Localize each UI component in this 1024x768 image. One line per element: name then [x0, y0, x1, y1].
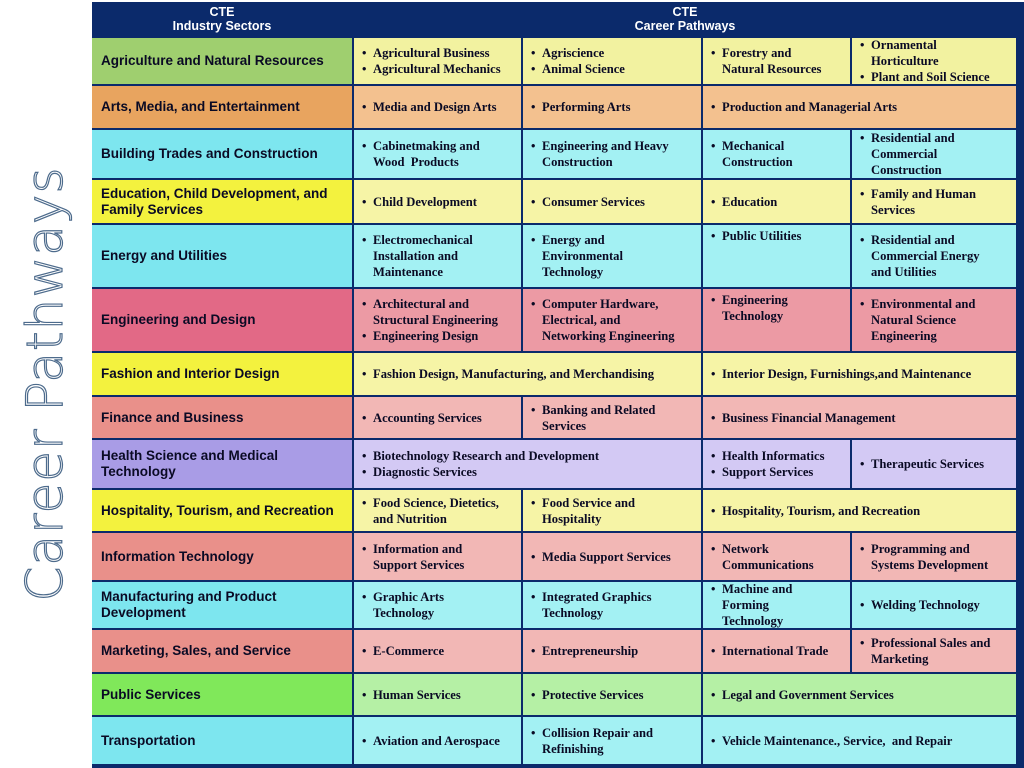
pathway-label: Plant and Soil Science [871, 70, 990, 84]
bullet-icon: • [860, 233, 865, 247]
pathway-cell [703, 86, 1016, 128]
pathway-label: Integrated Graphics Technology [542, 590, 652, 620]
pathway-cell [852, 630, 1016, 672]
pathway-label: Environmental and Natural Science Engineering [871, 297, 976, 343]
pathway-label: Performing Arts [542, 100, 631, 114]
pathway-label: Engineering Technology [722, 293, 788, 323]
pathway-cell [852, 180, 1016, 223]
pathway-cell [703, 533, 850, 580]
bullet-icon: • [531, 194, 536, 209]
bullet-icon: • [860, 457, 865, 471]
pathway-label: Biotechnology Research and Development [373, 449, 600, 463]
pathway-item [362, 296, 517, 328]
pathway-item [711, 138, 846, 170]
pathway-item [711, 581, 846, 629]
sector-cell: Manufacturing and Product Development [92, 582, 352, 628]
bullet-icon: • [711, 582, 716, 596]
pathway-cell [523, 225, 701, 287]
pathway-label: Residential and Commercial Energy and Utilities [871, 233, 980, 279]
bullet-icon: • [531, 297, 536, 311]
pathway-item [362, 643, 517, 659]
bullet-icon: • [860, 636, 865, 650]
pathway-cell [523, 38, 701, 84]
pathway-cell [852, 130, 1016, 178]
side-title: Career Pathways [16, 166, 74, 602]
header-pathways-line1: CTE [672, 5, 698, 19]
pathway-label: Media Support Services [542, 549, 671, 564]
bullet-icon: • [362, 495, 367, 510]
pathway-item [362, 448, 697, 464]
bullet-icon: • [531, 725, 536, 740]
pathway-label: Energy and Environmental Technology [542, 233, 623, 279]
pathway-label: Forestry and Natural Resources [722, 46, 822, 76]
header-career-pathways [354, 2, 1016, 36]
pathway-label: Legal and Government Services [722, 687, 894, 702]
pathway-item [531, 232, 697, 280]
pathway-item [531, 194, 697, 210]
bullet-icon: • [362, 410, 367, 425]
pathway-label: Ornamental Horticulture [871, 38, 939, 68]
pathway-cell [354, 674, 521, 715]
pathway-cell [523, 490, 701, 531]
pathway-cell [703, 180, 850, 223]
pathway-cell [703, 440, 850, 488]
bullet-icon: • [860, 38, 865, 52]
pathway-label: Computer Hardware, Electrical, and Networking Engineering [542, 297, 675, 343]
pathway-item [362, 410, 517, 426]
pathway-cell [523, 717, 701, 764]
pathway-item [711, 194, 846, 210]
bullet-icon: • [860, 297, 865, 311]
pathway-label: Human Services [373, 687, 461, 702]
pathway-item [711, 464, 846, 480]
pathway-cell [354, 353, 701, 395]
sector-cell: Education, Child Development, and Family Services [92, 180, 352, 223]
bullet-icon: • [531, 100, 536, 114]
sector-cell: Hospitality, Tourism, and Recreation [92, 490, 352, 531]
bullet-icon: • [362, 139, 367, 153]
pathway-label: Diagnostic Services [373, 465, 477, 479]
pathway-label: Media and Design Arts [373, 100, 497, 114]
pathway-label: Business Financial Management [722, 410, 896, 425]
pathway-item [531, 725, 697, 757]
pathway-cell [703, 130, 850, 178]
pathway-cell [703, 38, 850, 84]
bullet-icon: • [860, 186, 865, 201]
pathway-label: Mechanical Construction [722, 139, 793, 169]
pathway-label: Aviation and Aerospace [373, 733, 500, 748]
sector-cell: Fashion and Interior Design [92, 353, 352, 395]
bullet-icon: • [531, 233, 536, 247]
pathway-cell [523, 397, 701, 438]
pathway-item [860, 186, 1012, 218]
pathway-cell [354, 630, 521, 672]
bullet-icon: • [860, 131, 865, 145]
pathway-item [711, 503, 1012, 519]
bullet-icon: • [362, 194, 367, 209]
pathway-cell [703, 397, 1016, 438]
pathway-item [362, 232, 517, 280]
bullet-icon: • [711, 229, 716, 243]
sector-cell: Building Trades and Construction [92, 130, 352, 178]
pathway-cell [852, 582, 1016, 628]
pathway-cell [523, 180, 701, 223]
pathway-item [362, 138, 517, 170]
pathway-cell [523, 582, 701, 628]
pathway-item [362, 45, 517, 61]
pathway-cell [703, 717, 1016, 764]
pathway-label: E-Commerce [373, 644, 445, 658]
pathway-item [362, 733, 517, 749]
pathway-label: Animal Science [542, 62, 625, 76]
bullet-icon: • [362, 233, 367, 247]
bullet-icon: • [711, 367, 716, 381]
pathway-label: Welding Technology [871, 598, 980, 612]
pathway-item [362, 99, 517, 115]
bullet-icon: • [362, 644, 367, 658]
pathway-item [711, 643, 846, 659]
pathway-label: Programming and Systems Development [871, 541, 989, 572]
pathway-label: Production and Managerial Arts [722, 100, 898, 114]
pathway-label: Agriscience [542, 46, 605, 60]
pathway-label: Information and Support Services [373, 541, 465, 572]
pathway-item [860, 232, 1012, 280]
pathway-item [362, 495, 517, 527]
pathway-item [711, 541, 846, 573]
pathway-item [860, 37, 1012, 69]
pathway-item [531, 61, 697, 77]
pathway-cell [523, 674, 701, 715]
pathway-label: Support Services [722, 465, 814, 479]
career-pathways-table [92, 2, 1024, 768]
pathway-label: Agricultural Mechanics [373, 62, 501, 76]
pathway-item [711, 410, 1012, 426]
pathway-item [531, 549, 697, 565]
pathway-cell [354, 717, 521, 764]
bullet-icon: • [362, 590, 367, 604]
bullet-icon: • [362, 733, 367, 748]
bullet-icon: • [711, 503, 716, 518]
bullet-icon: • [531, 46, 536, 60]
sector-cell: Arts, Media, and Entertainment [92, 86, 352, 128]
pathway-item [531, 99, 697, 115]
sector-cell: Engineering and Design [92, 289, 352, 351]
bullet-icon: • [362, 62, 367, 76]
pathway-item [362, 61, 517, 77]
pathway-item [860, 296, 1012, 344]
pathway-label: Public Utilities [722, 229, 802, 243]
pathway-cell [703, 490, 1016, 531]
pathway-cell [523, 289, 701, 351]
bullet-icon: • [711, 293, 716, 307]
bullet-icon: • [531, 495, 536, 510]
pathway-cell [852, 38, 1016, 84]
pathway-cell [703, 582, 850, 628]
pathway-item [531, 296, 697, 344]
pathway-item [860, 130, 1012, 178]
pathway-item [711, 687, 1012, 703]
sector-cell: Marketing, Sales, and Service [92, 630, 352, 672]
bullet-icon: • [711, 139, 716, 153]
pathway-label: Interior Design, Furnishings,and Maintenance [722, 367, 972, 381]
bullet-icon: • [711, 100, 716, 114]
pathway-item [711, 733, 1012, 749]
pathway-cell [852, 440, 1016, 488]
bullet-icon: • [531, 549, 536, 564]
pathway-cell [354, 582, 521, 628]
pathway-item [711, 45, 846, 77]
pathway-label: Graphic Arts Technology [373, 590, 445, 620]
pathway-item [711, 228, 846, 244]
bullet-icon: • [362, 297, 367, 311]
pathway-cell [703, 225, 850, 287]
pathway-item [711, 366, 1012, 382]
pathway-label: Engineering Design [373, 329, 479, 343]
pathway-item [711, 448, 846, 464]
bullet-icon: • [362, 465, 367, 479]
pathway-item [362, 589, 517, 621]
sector-cell: Energy and Utilities [92, 225, 352, 287]
pathway-label: Fashion Design, Manufacturing, and Merchandising [373, 367, 655, 381]
bullet-icon: • [860, 598, 865, 612]
sector-cell: Agriculture and Natural Resources [92, 38, 352, 84]
pathway-cell [354, 225, 521, 287]
pathway-label: Vehicle Maintenance., Service, and Repair [722, 733, 953, 748]
pathway-cell [354, 397, 521, 438]
pathway-item [362, 366, 697, 382]
pathway-label: Food Science, Dietetics, and Nutrition [373, 495, 499, 526]
pathway-label: Protective Services [542, 687, 644, 702]
bullet-icon: • [711, 687, 716, 702]
bullet-icon: • [362, 541, 367, 556]
pathway-cell [523, 86, 701, 128]
pathway-cell [354, 440, 701, 488]
bullet-icon: • [711, 465, 716, 479]
pathway-item [711, 99, 1012, 115]
pathway-cell [354, 533, 521, 580]
pathway-item [362, 328, 517, 344]
pathway-item [531, 643, 697, 659]
pathway-label: Education [722, 194, 778, 209]
bullet-icon: • [362, 687, 367, 702]
pathway-cell [354, 289, 521, 351]
pathway-cell [354, 86, 521, 128]
pathway-label: Accounting Services [373, 410, 482, 425]
pathway-label: Electromechanical Installation and Maintenance [373, 233, 473, 279]
bullet-icon: • [711, 733, 716, 748]
pathway-item [531, 589, 697, 621]
pathway-item [531, 687, 697, 703]
pathway-label: Engineering and Heavy Construction [542, 139, 669, 169]
pathway-label: Machine and Forming Technology [722, 582, 793, 628]
pathway-cell [703, 289, 850, 351]
pathway-label: International Trade [722, 644, 829, 658]
bullet-icon: • [362, 367, 367, 381]
pathway-label: Child Development [373, 194, 477, 209]
pathway-cell [354, 130, 521, 178]
pathway-label: Cabinetmaking and Wood Products [373, 139, 480, 169]
sector-cell: Finance and Business [92, 397, 352, 438]
pathway-label: Professional Sales and Marketing [871, 636, 991, 666]
pathway-cell [354, 38, 521, 84]
bullet-icon: • [711, 541, 716, 556]
pathway-cell [354, 180, 521, 223]
pathway-item [362, 541, 517, 573]
header-industry-sectors [92, 2, 352, 36]
pathway-item [362, 687, 517, 703]
bullet-icon: • [531, 590, 536, 604]
header-sectors-line2: Industry Sectors [172, 19, 272, 33]
pathway-cell [354, 490, 521, 531]
sector-cell: Health Science and Medical Technology [92, 440, 352, 488]
pathway-label: Food Service and Hospitality [542, 495, 636, 526]
pathway-label: Consumer Services [542, 194, 645, 209]
pathway-cell [852, 289, 1016, 351]
pathway-label: Health Informatics [722, 449, 825, 463]
pathway-item [860, 456, 1012, 472]
bullet-icon: • [362, 329, 367, 343]
bullet-icon: • [711, 194, 716, 209]
pathway-item [860, 597, 1012, 613]
pathway-item [860, 635, 1012, 667]
pathway-cell [703, 353, 1016, 395]
pathway-label: Therapeutic Services [871, 457, 984, 471]
header-sectors-line1: CTE [209, 5, 235, 19]
pathway-item [531, 402, 697, 434]
pathway-label: Hospitality, Tourism, and Recreation [722, 503, 921, 518]
bullet-icon: • [711, 644, 716, 658]
pathway-item [362, 194, 517, 210]
bullet-icon: • [711, 410, 716, 425]
pathway-cell [523, 533, 701, 580]
pathway-cell [703, 674, 1016, 715]
pathway-label: Family and Human Services [871, 186, 976, 217]
pathway-cell [703, 630, 850, 672]
pathway-cell [523, 130, 701, 178]
bullet-icon: • [531, 687, 536, 702]
header-pathways-line2: Career Pathways [634, 19, 736, 33]
pathway-cell [523, 630, 701, 672]
bullet-icon: • [711, 46, 716, 60]
bullet-icon: • [711, 449, 716, 463]
sector-cell: Public Services [92, 674, 352, 715]
pathway-item [711, 292, 846, 324]
bullet-icon: • [362, 100, 367, 114]
bullet-icon: • [362, 46, 367, 60]
bullet-icon: • [362, 449, 367, 463]
sector-cell: Information Technology [92, 533, 352, 580]
pathway-item [531, 45, 697, 61]
pathway-item [531, 495, 697, 527]
pathway-item [362, 464, 697, 480]
bullet-icon: • [531, 644, 536, 658]
pathway-cell [852, 225, 1016, 287]
pathway-item [860, 69, 1012, 85]
pathway-label: Agricultural Business [373, 46, 490, 60]
bullet-icon: • [860, 541, 865, 556]
pathway-item [860, 541, 1012, 573]
pathway-cell [852, 533, 1016, 580]
pathway-label: Entrepreneurship [542, 644, 639, 658]
bullet-icon: • [860, 70, 865, 84]
pathway-item [531, 138, 697, 170]
bullet-icon: • [531, 402, 536, 417]
pathway-label: Residential and Commercial Construction [871, 131, 955, 177]
bullet-icon: • [531, 62, 536, 76]
sector-cell: Transportation [92, 717, 352, 764]
pathway-label: Banking and Related Services [542, 402, 656, 433]
pathway-label: Collision Repair and Refinishing [542, 725, 654, 756]
pathway-label: Network Communications [722, 541, 814, 572]
pathway-label: Architectural and Structural Engineering [373, 297, 498, 327]
bullet-icon: • [531, 139, 536, 153]
